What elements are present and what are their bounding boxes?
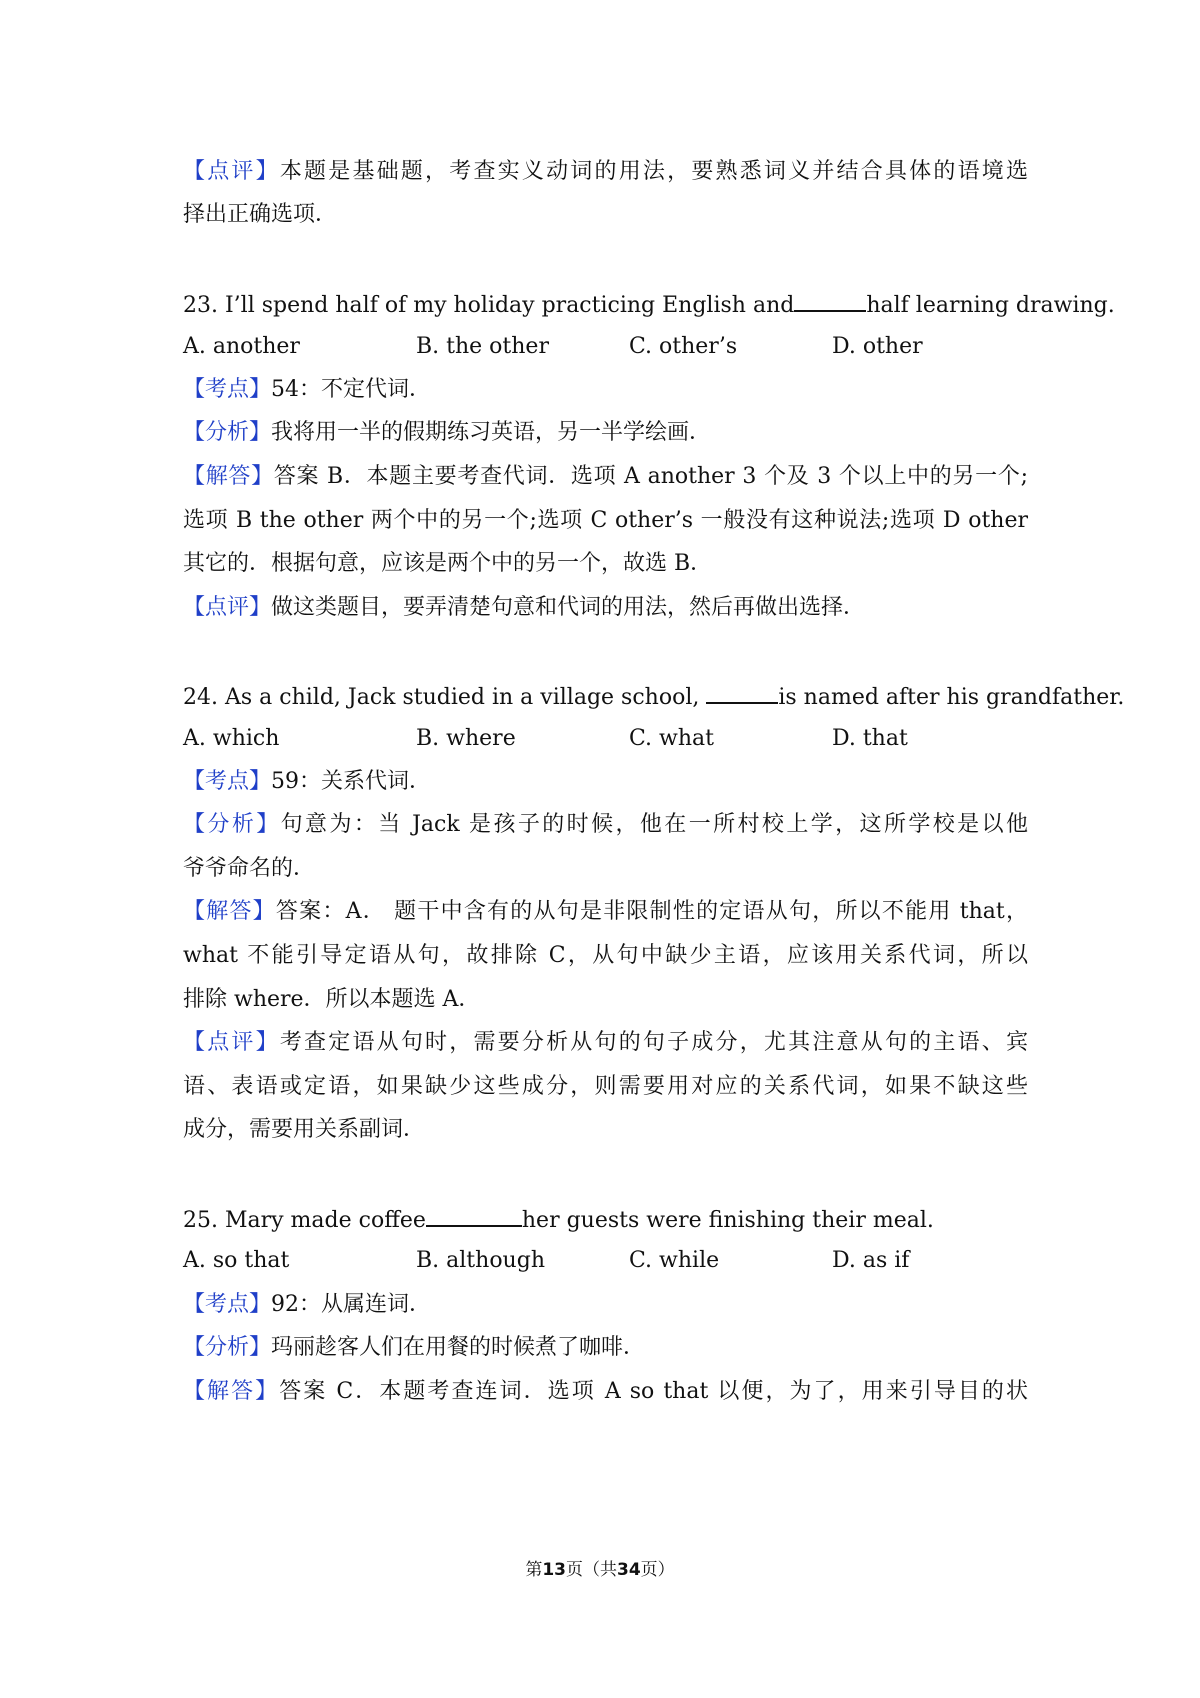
q24-option-b: B. where [416,726,516,751]
jieda-tag: 【解答】 [183,1379,280,1404]
q23-jieda-line-2: 选项 B the other 两个中的另一个;选项 C other’s 一般没有这种说法;选项 D other [183,508,1028,533]
q25-fenxi [183,1333,1028,1363]
q24-options [183,724,1028,754]
q25-option-b: B. although [416,1248,545,1273]
q24-jieda-line-2: what 不能引导定语从句，故排除 C，从句中缺少主语，应该用关系代词，所以 [183,943,1028,968]
q23-options [183,332,1028,362]
kaodian-tag: 【考点】 [183,1292,272,1317]
q23-jieda-text-1: 答案 B．本题主要考查代词．选项 A another 3 个及 3 个以上中的另一个; [273,464,1028,489]
q24-kaodian-text: 59：关系代词． [271,769,432,794]
q24-kaodian [183,767,1028,797]
q23-kaodian [183,375,1028,405]
q25-kaodian-text: 92：从属连词． [271,1292,432,1317]
kaodian-tag: 【考点】 [183,377,272,402]
prev-comment-text: 本题是基础题，考查实义动词的用法，要熟悉词义并结合具体的语境选 [279,159,1028,184]
q23-jieda-line-1 [183,462,1028,492]
q25-stem-after: her guests were finishing their meal. [521,1208,934,1233]
q25-kaodian [183,1290,1028,1320]
q24-blank [706,680,778,704]
q25-option-d: D. as if [832,1248,910,1273]
q25-stem [183,1203,1028,1236]
q25-blank [426,1203,522,1227]
q25-option-a: A. so that [183,1248,290,1273]
q23-option-b: B. the other [416,334,549,359]
fenxi-tag: 【分析】 [183,420,272,445]
q24-option-d: D. that [832,726,908,751]
q24-stem [183,680,1125,713]
q24-fenxi-line-2: 爷爷命名的． [183,856,316,881]
q23-option-a: A. another [183,334,300,359]
q24-dianping-line-2: 语、表语或定语，如果缺少这些成分，则需要用对应的关系代词，如果不缺这些 [183,1074,1028,1099]
q23-stem-after: half learning drawing. [866,293,1115,318]
q25-stem-before: 25. Mary made coffee [183,1208,426,1233]
q23-fenxi [183,418,1028,448]
q25-jieda-line-1 [183,1377,1028,1407]
dianping-tag: 【点评】 [183,159,280,184]
jieda-tag: 【解答】 [183,899,276,924]
q24-jieda-line-1 [183,897,1028,927]
kaodian-tag: 【考点】 [183,769,272,794]
q24-option-c: C. what [629,726,714,751]
q25-option-c: C. while [629,1248,720,1273]
q25-options [183,1246,1028,1276]
page-footer [0,1558,1200,1582]
q25-fenxi-text: 玛丽趁客人们在用餐的时候煮了咖啡． [271,1335,646,1360]
q23-fenxi-text: 我将用一半的假期练习英语，另一半学绘画． [271,420,712,445]
q24-option-a: A. which [183,726,280,751]
q24-fenxi-line-1 [183,810,1028,840]
q23-stem [183,288,1115,321]
q24-stem-after: is named after his grandfather. [778,685,1125,710]
dianping-tag: 【点评】 [183,1030,280,1055]
q25-jieda-text-1: 答案 C．本题考查连词．选项 A so that 以便，为了，用来引导目的状 [279,1379,1028,1404]
footer-suffix: 页） [640,1560,675,1580]
q24-jieda-text-1: 答案：A． 题干中含有的从句是非限制性的定语从句，所以不能用 that， [275,899,1028,924]
q23-dianping [183,593,1028,623]
q24-dianping-line-3: 成分，需要用关系副词． [183,1117,426,1142]
q23-kaodian-text: 54：不定代词． [271,377,432,402]
footer-total-pages: 34 [617,1560,641,1580]
q24-dianping-line-1 [183,1028,1028,1058]
q24-stem-before: 24. As a child, Jack studied in a village school, [183,685,700,710]
prev-comment-line-2: 择出正确选项． [183,202,338,227]
fenxi-tag: 【分析】 [183,812,281,837]
q24-jieda-line-3: 排除 where．所以本题选 A． [183,987,481,1012]
q23-stem-before: 23. I’ll spend half of my holiday practicing English and [183,293,795,318]
q23-dianping-text: 做这类题目，要弄清楚句意和代词的用法，然后再做出选择． [271,595,866,620]
footer-prefix: 第 [525,1560,543,1580]
fenxi-tag: 【分析】 [183,1335,272,1360]
prev-comment-line-1 [183,157,1028,187]
footer-page-number: 13 [542,1560,566,1580]
q23-blank [794,288,866,312]
q24-fenxi-text-1: 句意为：当 Jack 是孩子的时候，他在一所村校上学，这所学校是以他 [280,812,1028,837]
q24-dianping-text-1: 考查定语从句时，需要分析从句的句子成分，尤其注意从句的主语、宾 [279,1030,1028,1055]
q23-option-d: D. other [832,334,923,359]
footer-middle: 页（共 [566,1560,617,1580]
dianping-tag: 【点评】 [183,595,272,620]
q23-option-c: C. other’s [629,334,738,359]
jieda-tag: 【解答】 [183,464,274,489]
q23-jieda-line-3: 其它的．根据句意，应该是两个中的另一个，故选 B． [183,551,713,576]
